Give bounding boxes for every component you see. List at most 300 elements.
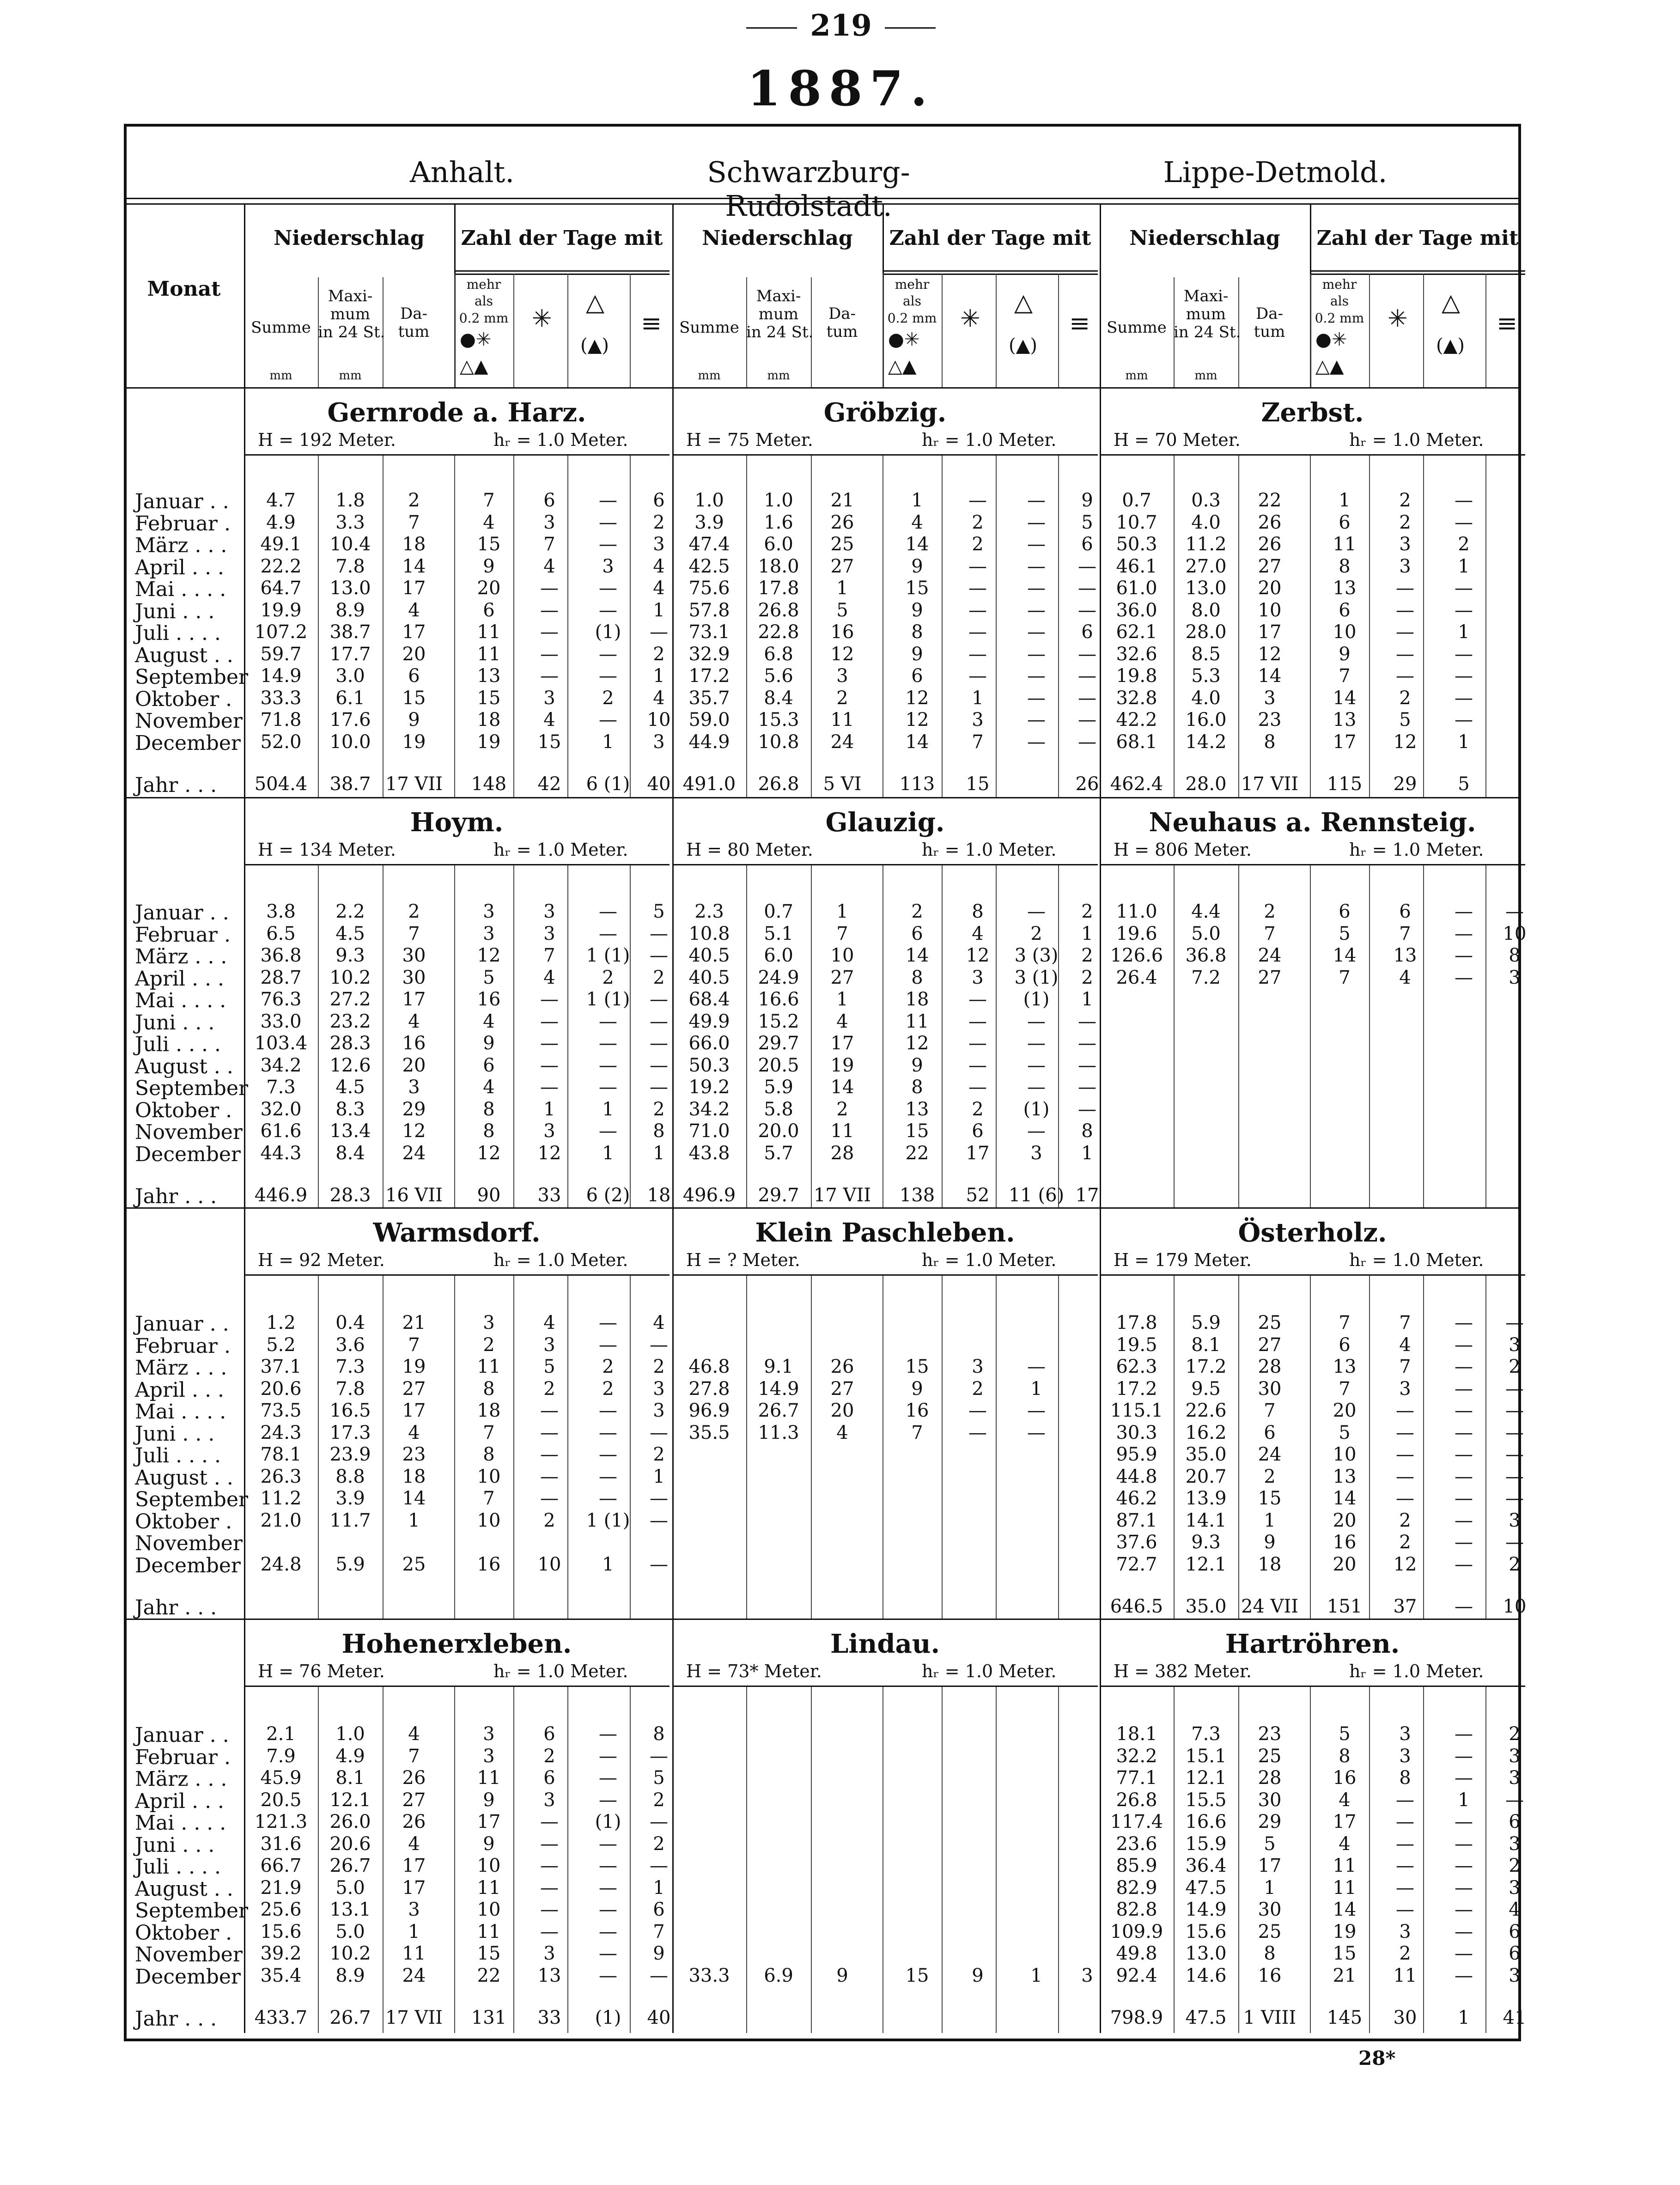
year-title: 1887. — [747, 60, 935, 117]
cell-2-0-5: — — [1455, 490, 1473, 511]
cell-0-3-6: 4 — [653, 555, 665, 577]
cell-8-5-3: 5 — [1339, 1422, 1351, 1443]
cell-5-1-0: 19.6 — [1116, 923, 1157, 944]
cell-1-8-6: — — [1078, 665, 1096, 687]
cell-8-6-0: 95.9 — [1116, 1444, 1157, 1465]
month-label-2-5: Juni . . . — [135, 1422, 215, 1446]
station-name-9: Hohenerxleben. — [341, 1629, 572, 1659]
cell-8-8-1: 13.9 — [1185, 1488, 1227, 1509]
cell-4-12-5: 11 (6) — [1008, 1185, 1065, 1206]
cell-3-8-3: 4 — [483, 1077, 495, 1098]
cell-9-9-5: — — [599, 1921, 617, 1942]
cell-3-2-1: 9.3 — [335, 945, 365, 966]
station-hr-3: hᵣ = 1.0 Meter. — [493, 840, 628, 860]
cell-9-9-6: 7 — [653, 1921, 665, 1942]
cell-6-1-1: 3.6 — [335, 1334, 365, 1356]
rule-subheader-b-1 — [883, 270, 1098, 272]
cell-7-2-1: 9.1 — [764, 1356, 793, 1377]
cell-7-5-2: 4 — [836, 1422, 848, 1443]
rule-subheader-1 — [883, 274, 1098, 275]
cell-0-12-2: 17 VII — [385, 773, 443, 795]
cell-6-4-1: 16.5 — [329, 1400, 371, 1421]
cell-3-3-0: 28.7 — [260, 967, 302, 988]
month-label-0-7: August . . — [135, 643, 233, 667]
cell-8-4-5: — — [1455, 1400, 1473, 1421]
cell-8-10-5: — — [1455, 1532, 1473, 1553]
cell-2-1-2: 26 — [1258, 511, 1282, 533]
cell-1-1-6: 5 — [1081, 511, 1093, 533]
cell-11-8-5: — — [1455, 1899, 1473, 1920]
cell-0-4-5: — — [599, 578, 617, 599]
cell-11-11-4: 11 — [1393, 1965, 1417, 1986]
cell-4-8-2: 14 — [830, 1077, 854, 1098]
cell-4-6-5: — — [1027, 1033, 1046, 1054]
cell-3-1-0: 6.5 — [266, 923, 296, 944]
cell-9-5-1: 20.6 — [329, 1833, 371, 1855]
cell-2-9-4: 2 — [1399, 687, 1411, 709]
cell-3-1-6: — — [650, 923, 668, 944]
cell-0-12-4: 42 — [537, 773, 561, 795]
cell-1-5-3: 9 — [911, 599, 923, 621]
cell-6-0-1: 0.4 — [335, 1312, 365, 1333]
cell-3-6-3: 9 — [483, 1033, 495, 1054]
cell-0-9-1: 6.1 — [335, 687, 365, 709]
cell-2-10-5: — — [1455, 709, 1473, 730]
cell-9-2-6: 5 — [653, 1767, 665, 1789]
cell-3-9-3: 8 — [483, 1098, 495, 1120]
cell-8-9-4: 2 — [1399, 1509, 1411, 1531]
cell-11-0-0: 18.1 — [1116, 1723, 1157, 1745]
cell-5-0-0: 11.0 — [1116, 901, 1157, 922]
cell-11-4-2: 29 — [1258, 1811, 1282, 1832]
cell-11-12-5: 1 — [1458, 2007, 1470, 2028]
cell-9-7-0: 21.9 — [260, 1877, 302, 1899]
cell-6-8-2: 14 — [402, 1488, 426, 1509]
cell-2-10-0: 42.2 — [1116, 709, 1157, 730]
cell-0-2-6: 3 — [653, 534, 665, 555]
cell-2-5-0: 36.0 — [1116, 599, 1157, 621]
station-rule-8 — [1100, 1274, 1525, 1276]
cell-5-0-6: — — [1505, 901, 1524, 922]
cell-11-3-1: 15.5 — [1185, 1789, 1227, 1811]
cell-9-7-4: — — [540, 1877, 559, 1899]
cell-9-12-3: 131 — [471, 2007, 507, 2028]
cell-2-10-2: 23 — [1258, 709, 1282, 730]
cell-2-7-4: — — [1396, 643, 1414, 665]
cell-11-12-0: 798.9 — [1110, 2007, 1163, 2028]
cell-0-8-0: 14.9 — [260, 665, 302, 687]
cell-8-10-1: 9.3 — [1191, 1532, 1221, 1553]
cell-11-5-5: — — [1455, 1833, 1473, 1855]
cell-2-2-1: 11.2 — [1185, 534, 1227, 555]
cell-4-5-1: 15.2 — [758, 1010, 799, 1032]
cell-9-5-5: — — [599, 1833, 617, 1855]
cell-4-0-6: 2 — [1081, 901, 1093, 922]
cell-9-0-5: — — [599, 1723, 617, 1745]
station-name-7: Klein Paschleben. — [755, 1217, 1015, 1248]
cell-8-7-4: — — [1396, 1466, 1414, 1487]
cell-0-0-5: — — [599, 490, 617, 511]
cell-11-7-4: — — [1396, 1877, 1414, 1899]
cell-6-7-4: — — [540, 1466, 559, 1487]
cell-1-12-0: 491.0 — [682, 773, 736, 795]
cell-2-11-4: 12 — [1393, 731, 1417, 753]
cell-0-6-3: 11 — [477, 621, 501, 643]
header-hail-icon-2: (▲) — [1436, 335, 1465, 356]
cell-4-1-2: 7 — [836, 923, 848, 944]
cell-6-8-6: — — [650, 1488, 668, 1509]
cell-9-1-1: 4.9 — [335, 1745, 365, 1767]
station-hr-4: hᵣ = 1.0 Meter. — [922, 840, 1057, 860]
cell-8-1-6: 3 — [1509, 1334, 1521, 1356]
hdr-col-line-0-4 — [513, 274, 514, 387]
cell-5-3-6: 3 — [1509, 967, 1521, 988]
cell-2-0-0: 0.7 — [1122, 490, 1151, 511]
hdr-col-line-1-5 — [996, 274, 997, 387]
cell-3-12-5: 6 (2) — [586, 1185, 630, 1206]
cell-8-5-4: — — [1396, 1422, 1414, 1443]
cell-6-11-3: 16 — [477, 1553, 501, 1575]
cell-9-9-2: 1 — [408, 1921, 420, 1942]
cell-2-5-2: 10 — [1258, 599, 1282, 621]
footnote-mark: 28* — [1358, 2047, 1396, 2069]
cell-10-11-1: 6.9 — [764, 1965, 793, 1986]
cell-4-9-2: 2 — [836, 1098, 848, 1120]
cell-6-3-2: 27 — [402, 1378, 426, 1400]
cell-0-9-2: 15 — [402, 687, 426, 709]
cell-0-1-0: 4.9 — [266, 511, 296, 533]
month-label-2-10: November — [135, 1532, 243, 1555]
cell-6-8-5: — — [599, 1488, 617, 1509]
cell-6-6-5: — — [599, 1444, 617, 1465]
cell-8-4-1: 22.6 — [1185, 1400, 1227, 1421]
cell-4-5-0: 49.9 — [688, 1010, 730, 1032]
cell-6-1-3: 2 — [483, 1334, 495, 1356]
cell-2-2-2: 26 — [1258, 534, 1282, 555]
cell-0-5-5: — — [599, 599, 617, 621]
cell-1-11-5: — — [1027, 731, 1046, 753]
cell-7-3-4: 2 — [972, 1378, 984, 1400]
cell-0-9-5: 2 — [602, 687, 614, 709]
cell-11-7-1: 47.5 — [1185, 1877, 1227, 1899]
cell-6-7-2: 18 — [402, 1466, 426, 1487]
cell-0-5-4: — — [540, 599, 559, 621]
cell-9-10-2: 11 — [402, 1943, 426, 1964]
header-maximum-0: Maxi- mum in 24 St. — [318, 287, 385, 342]
cell-3-0-3: 3 — [483, 901, 495, 922]
cell-9-10-3: 15 — [477, 1943, 501, 1964]
cell-4-12-3: 138 — [899, 1185, 935, 1206]
header-thunderstorm-icon-0: △ — [586, 289, 604, 316]
cell-0-6-1: 38.7 — [329, 621, 371, 643]
cell-6-2-3: 11 — [477, 1356, 501, 1377]
month-label-2-7: August . . — [135, 1466, 233, 1490]
cell-6-8-0: 11.2 — [260, 1488, 302, 1509]
cell-8-5-6: — — [1505, 1422, 1524, 1443]
cell-6-4-0: 73.5 — [260, 1400, 302, 1421]
cell-4-11-6: 1 — [1081, 1142, 1093, 1164]
cell-1-11-2: 24 — [830, 731, 854, 753]
cell-11-9-6: 6 — [1509, 1921, 1521, 1942]
cell-7-5-4: — — [968, 1422, 987, 1443]
header-summe-2: Summe — [1107, 318, 1167, 337]
cell-7-3-1: 14.9 — [758, 1378, 799, 1400]
cell-0-4-1: 13.0 — [329, 578, 371, 599]
cell-9-5-0: 31.6 — [260, 1833, 302, 1855]
cell-3-5-6: — — [650, 1010, 668, 1032]
cell-4-4-4: — — [968, 989, 987, 1010]
cell-2-0-3: 1 — [1339, 490, 1351, 511]
cell-4-11-0: 43.8 — [688, 1142, 730, 1164]
cell-4-5-4: — — [968, 1010, 987, 1032]
rule-band-0 — [124, 797, 1521, 798]
cell-1-3-1: 18.0 — [758, 555, 799, 577]
cell-6-1-4: 3 — [543, 1334, 555, 1356]
station-height-3: H = 134 Meter. — [258, 840, 396, 860]
cell-2-12-1: 28.0 — [1185, 773, 1227, 795]
cell-0-4-2: 17 — [402, 578, 426, 599]
cell-2-6-0: 62.1 — [1116, 621, 1157, 643]
cell-3-0-2: 2 — [408, 901, 420, 922]
station-name-0: Gernrode a. Harz. — [327, 397, 586, 428]
cell-0-10-4: 4 — [543, 709, 555, 730]
cell-8-7-2: 2 — [1264, 1466, 1276, 1487]
month-label-3-12: Jahr . . . — [135, 2007, 217, 2031]
col-line-1-2-2 — [811, 1274, 812, 1619]
cell-8-4-2: 7 — [1264, 1400, 1276, 1421]
cell-8-7-6: — — [1505, 1466, 1524, 1487]
cell-0-1-5: — — [599, 511, 617, 533]
cell-0-1-1: 3.3 — [335, 511, 365, 533]
cell-6-6-1: 23.9 — [329, 1444, 371, 1465]
header-hail-icon-1: (▲) — [1009, 335, 1037, 356]
cell-8-8-5: — — [1455, 1488, 1473, 1509]
cell-3-5-2: 4 — [408, 1010, 420, 1032]
hdr-col-line-1-6 — [1058, 274, 1059, 387]
cell-2-6-5: 1 — [1458, 621, 1470, 643]
cell-7-5-3: 7 — [911, 1422, 923, 1443]
cell-4-1-5: 2 — [1030, 923, 1042, 944]
cell-9-5-3: 9 — [483, 1833, 495, 1855]
cell-11-12-4: 30 — [1393, 2007, 1417, 2028]
cell-2-11-1: 14.2 — [1185, 731, 1227, 753]
cell-3-12-2: 16 VII — [385, 1185, 443, 1206]
cell-9-6-6: — — [650, 1855, 668, 1876]
station-rule-2 — [1100, 454, 1525, 456]
cell-6-9-4: 2 — [543, 1509, 555, 1531]
cell-4-10-6: 8 — [1081, 1120, 1093, 1142]
cell-1-11-6: — — [1078, 731, 1096, 753]
cell-8-10-3: 16 — [1333, 1532, 1357, 1553]
cell-5-2-5: — — [1455, 945, 1473, 966]
hdr-col-line-0-6 — [630, 274, 631, 387]
cell-9-4-6: — — [650, 1811, 668, 1832]
cell-11-4-3: 17 — [1333, 1811, 1357, 1832]
rule-subheader-b-0 — [454, 270, 670, 272]
cell-0-10-2: 9 — [408, 709, 420, 730]
station-name-6: Warmsdorf. — [373, 1217, 541, 1248]
header-mehr-1: mehr als 0.2 mm — [887, 277, 937, 326]
header-thunderstorm-icon-2: △ — [1442, 289, 1460, 316]
cell-2-10-3: 13 — [1333, 709, 1357, 730]
cell-4-7-1: 20.5 — [758, 1054, 799, 1076]
cell-6-0-3: 3 — [483, 1312, 495, 1333]
cell-1-0-2: 21 — [830, 490, 854, 511]
cell-9-11-5: — — [599, 1965, 617, 1986]
cell-2-4-2: 20 — [1258, 578, 1282, 599]
cell-11-7-0: 82.9 — [1116, 1877, 1157, 1899]
cell-8-9-5: — — [1455, 1509, 1473, 1531]
header-monat: Monat — [147, 277, 221, 301]
cell-4-12-1: 29.7 — [758, 1185, 799, 1206]
cell-7-2-4: 3 — [972, 1356, 984, 1377]
cell-8-11-5: — — [1455, 1553, 1473, 1575]
cell-1-6-1: 22.8 — [758, 621, 799, 643]
cell-0-12-0: 504.4 — [254, 773, 308, 795]
month-label-0-5: Juni . . . — [135, 599, 215, 623]
station-height-0: H = 192 Meter. — [258, 430, 396, 450]
cell-0-1-3: 4 — [483, 511, 495, 533]
cell-9-10-0: 39.2 — [260, 1943, 302, 1964]
month-label-0-4: Mai . . . . — [135, 578, 226, 601]
cell-6-5-3: 7 — [483, 1422, 495, 1443]
cell-2-9-5: — — [1455, 687, 1473, 709]
cell-7-5-1: 11.3 — [758, 1422, 799, 1443]
station-rule-11 — [1100, 1686, 1525, 1687]
cell-3-2-0: 36.8 — [260, 945, 302, 966]
month-label-2-9: Oktober . — [135, 1509, 232, 1534]
cell-11-1-5: — — [1455, 1745, 1473, 1767]
header-unit-a-0: mm — [269, 369, 292, 383]
cell-0-5-2: 4 — [408, 599, 420, 621]
cell-9-3-3: 9 — [483, 1789, 495, 1811]
cell-2-4-3: 13 — [1333, 578, 1357, 599]
cell-4-5-6: — — [1078, 1010, 1096, 1032]
month-label-2-3: April . . . — [135, 1378, 225, 1402]
cell-9-1-6: — — [650, 1745, 668, 1767]
cell-3-8-1: 4.5 — [335, 1077, 365, 1098]
cell-9-7-2: 17 — [402, 1877, 426, 1899]
cell-3-10-0: 61.6 — [260, 1120, 302, 1142]
cell-2-11-3: 17 — [1333, 731, 1357, 753]
cell-10-11-3: 15 — [905, 1965, 929, 1986]
cell-4-3-1: 24.9 — [758, 967, 799, 988]
cell-4-10-5: — — [1027, 1120, 1046, 1142]
station-height-9: H = 76 Meter. — [258, 1661, 385, 1681]
cell-3-0-1: 2.2 — [335, 901, 365, 922]
station-rule-3 — [244, 864, 670, 865]
cell-6-8-3: 7 — [483, 1488, 495, 1509]
cell-3-7-1: 12.6 — [329, 1054, 371, 1076]
rule-subheader-b-2 — [1310, 270, 1525, 272]
cell-1-2-2: 25 — [830, 534, 854, 555]
cell-5-0-3: 6 — [1339, 901, 1351, 922]
cell-9-3-1: 12.1 — [329, 1789, 371, 1811]
cell-4-1-6: 1 — [1081, 923, 1093, 944]
cell-0-0-6: 6 — [653, 490, 665, 511]
cell-0-5-6: 1 — [653, 599, 665, 621]
region-name-2: Lippe-Detmold. — [1163, 155, 1388, 189]
cell-8-12-2: 24 VII — [1241, 1596, 1299, 1617]
cell-3-8-5: — — [599, 1077, 617, 1098]
cell-5-2-6: 8 — [1509, 945, 1521, 966]
cell-4-3-3: 8 — [911, 967, 923, 988]
cell-9-6-3: 10 — [477, 1855, 501, 1876]
month-label-1-0: Januar . . — [135, 901, 229, 925]
cell-9-9-4: — — [540, 1921, 559, 1942]
cell-11-5-2: 5 — [1264, 1833, 1276, 1855]
cell-6-9-0: 21.0 — [260, 1509, 302, 1531]
month-label-3-6: Juli . . . . — [135, 1855, 221, 1879]
cell-1-6-4: — — [968, 621, 987, 643]
cell-8-5-0: 30.3 — [1116, 1422, 1157, 1443]
cell-3-5-0: 33.0 — [260, 1010, 302, 1032]
cell-4-7-2: 19 — [830, 1054, 854, 1076]
cell-0-6-2: 17 — [402, 621, 426, 643]
cell-0-12-3: 148 — [471, 773, 507, 795]
cell-8-1-0: 19.5 — [1116, 1334, 1157, 1356]
cell-9-11-6: — — [650, 1965, 668, 1986]
cell-0-3-0: 22.2 — [260, 555, 302, 577]
cell-4-8-3: 8 — [911, 1077, 923, 1098]
cell-1-12-1: 26.8 — [758, 773, 799, 795]
cell-11-2-6: 3 — [1509, 1767, 1521, 1789]
cell-2-10-4: 5 — [1399, 709, 1411, 730]
cell-4-4-3: 18 — [905, 989, 929, 1010]
cell-11-0-4: 3 — [1399, 1723, 1411, 1745]
station-name-3: Hoym. — [410, 807, 504, 838]
cell-3-11-2: 24 — [402, 1142, 426, 1164]
cell-0-2-4: 7 — [543, 534, 555, 555]
cell-2-3-5: 1 — [1458, 555, 1470, 577]
cell-9-5-6: 2 — [653, 1833, 665, 1855]
cell-3-10-1: 13.4 — [329, 1120, 371, 1142]
cell-4-11-2: 28 — [830, 1142, 854, 1164]
month-label-1-9: Oktober . — [135, 1098, 232, 1122]
cell-6-11-2: 25 — [402, 1553, 426, 1575]
cell-6-5-2: 4 — [408, 1422, 420, 1443]
cell-2-3-4: 3 — [1399, 555, 1411, 577]
cell-3-0-6: 5 — [653, 901, 665, 922]
cell-1-3-0: 42.5 — [688, 555, 730, 577]
cell-4-5-3: 11 — [905, 1010, 929, 1032]
cell-3-1-1: 4.5 — [335, 923, 365, 944]
cell-0-0-3: 7 — [483, 490, 495, 511]
cell-1-4-5: — — [1027, 578, 1046, 599]
cell-0-9-0: 33.3 — [260, 687, 302, 709]
cell-2-4-0: 61.0 — [1116, 578, 1157, 599]
cell-11-6-6: 2 — [1509, 1855, 1521, 1876]
cell-2-4-5: — — [1455, 578, 1473, 599]
cell-6-9-1: 11.7 — [329, 1509, 371, 1531]
cell-2-6-3: 10 — [1333, 621, 1357, 643]
cell-4-8-6: — — [1078, 1077, 1096, 1098]
rule-band-1 — [124, 1207, 1521, 1209]
cell-6-0-6: 4 — [653, 1312, 665, 1333]
cell-9-10-6: 9 — [653, 1943, 665, 1964]
month-label-1-11: December — [135, 1142, 241, 1166]
cell-6-9-6: — — [650, 1509, 668, 1531]
cell-5-2-3: 14 — [1333, 945, 1357, 966]
cell-9-2-2: 26 — [402, 1767, 426, 1789]
cell-11-7-5: — — [1455, 1877, 1473, 1899]
cell-7-4-3: 16 — [905, 1400, 929, 1421]
cell-0-5-1: 8.9 — [335, 599, 365, 621]
cell-6-3-3: 8 — [483, 1378, 495, 1400]
cell-6-2-4: 5 — [543, 1356, 555, 1377]
station-rule-1 — [672, 454, 1098, 456]
cell-4-1-0: 10.8 — [688, 923, 730, 944]
